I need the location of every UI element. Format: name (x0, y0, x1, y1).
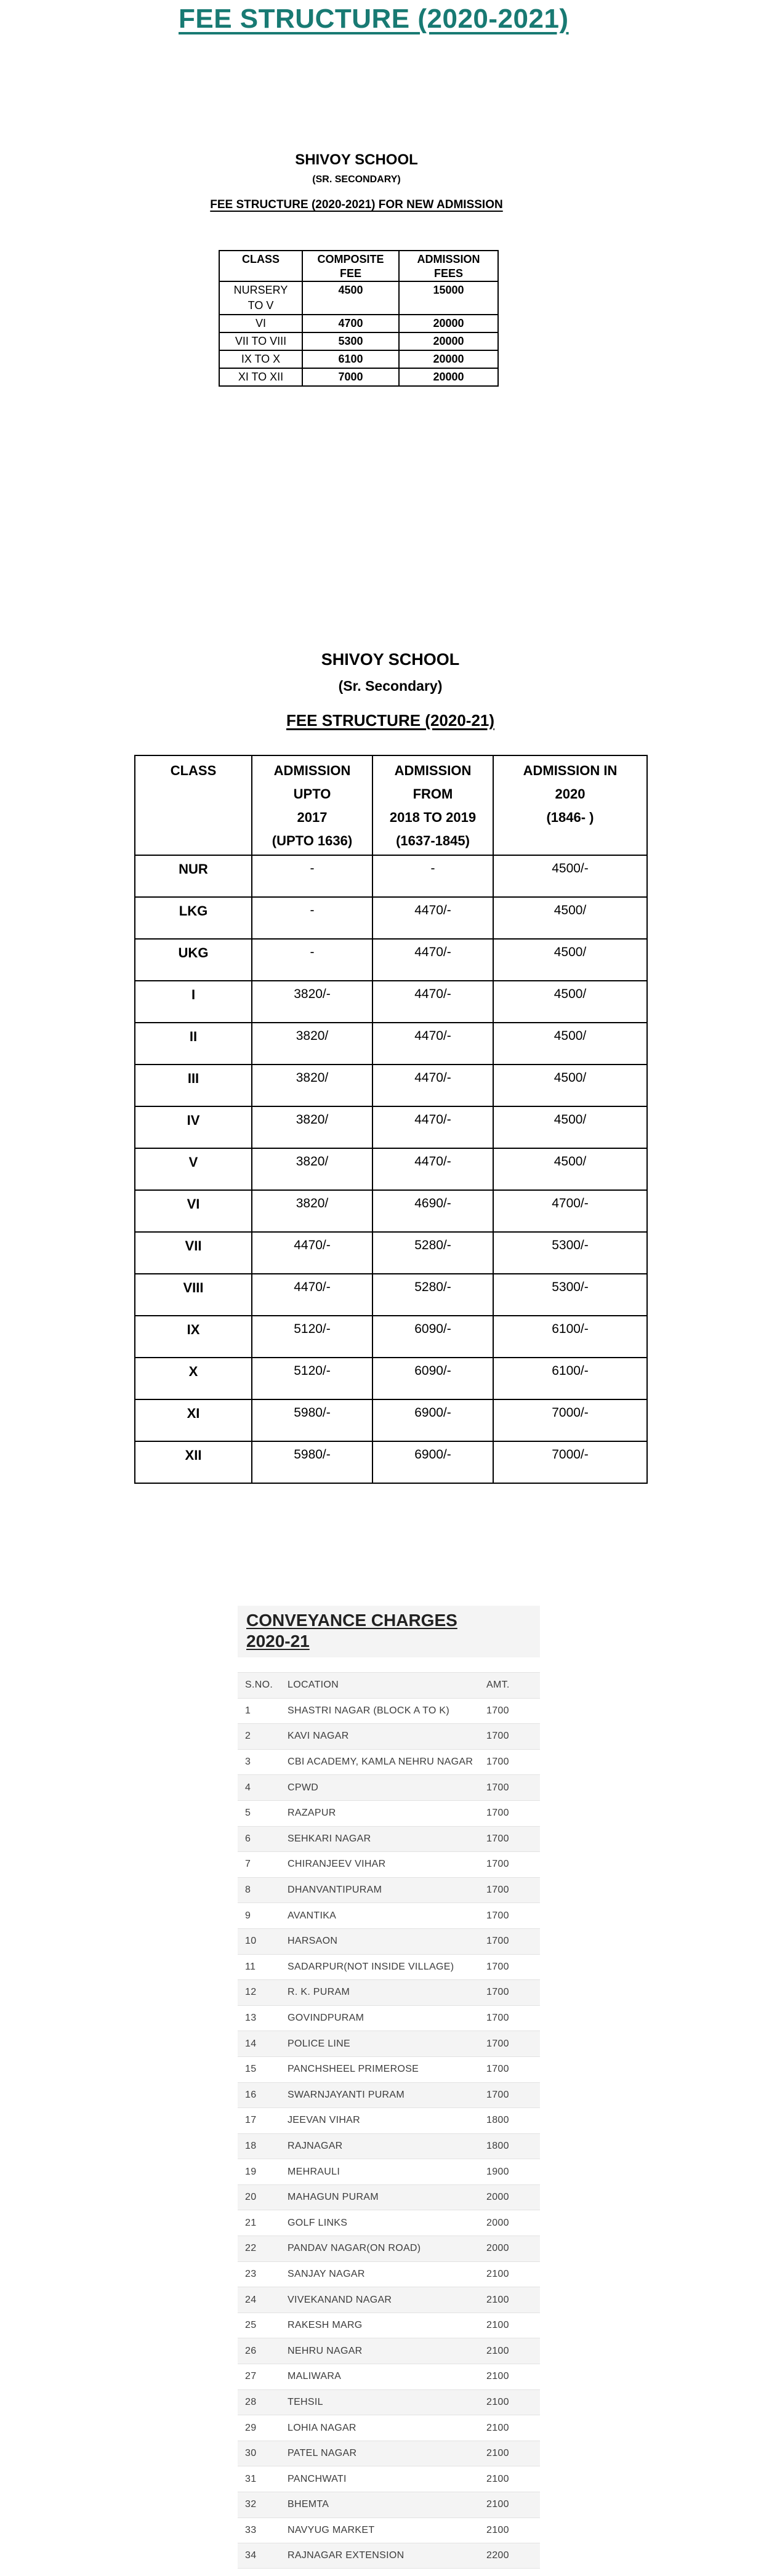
amount-cell: 2000 (486, 2192, 509, 2203)
location-cell: RAKESH MARG (288, 2320, 363, 2331)
location-cell: PANCHWATI (288, 2473, 347, 2484)
fee-cell: 4470/- (372, 981, 493, 1023)
section1-heading: FEE STRUCTURE (2020-2021) FOR NEW ADMISSION (210, 198, 503, 211)
fee-cell: 6100 (302, 350, 399, 368)
conveyance-section (238, 1606, 540, 2569)
amount-cell: 2100 (486, 2320, 509, 2331)
conveyance-row (238, 2338, 540, 2364)
location-cell: PANCHSHEEL PRIMEROSE (288, 2064, 419, 2075)
column-header-line: CLASS (241, 253, 280, 265)
conveyance-row (238, 1928, 540, 1954)
sno-cell: 20 (245, 2192, 257, 2203)
amount-cell: 1700 (486, 2038, 509, 2049)
amount-cell: 2100 (486, 2448, 509, 2459)
column-header-line: (UPTO 1636) (272, 833, 353, 848)
fee-cell: 4500/ (493, 1148, 647, 1190)
amount-cell: 1700 (486, 2089, 509, 2100)
location-cell: HARSAON (288, 1936, 338, 1947)
amount-cell: 2100 (486, 2268, 509, 2279)
conveyance-row (238, 1723, 540, 1749)
location-cell: NAVYUG MARKET (288, 2524, 375, 2535)
sno-cell: 11 (245, 1961, 256, 1972)
amount-cell: 1700 (486, 1910, 509, 1921)
fee-cell: 4470/- (372, 897, 493, 939)
location-cell: MAHAGUN PURAM (288, 2192, 379, 2203)
sno-cell: 27 (245, 2371, 257, 2382)
class-cell: VI (219, 315, 302, 332)
fee-cell: 4500/ (493, 1023, 647, 1065)
fee-cell: 7000 (302, 368, 399, 386)
conveyance-row (238, 1851, 540, 1877)
column-header-line: (1637-1845) (396, 833, 470, 848)
amount-cell: 2200 (486, 2550, 509, 2561)
conveyance-row (238, 1826, 540, 1852)
fee-cell: 4500/ (493, 939, 647, 981)
amount-cell: 1800 (486, 2115, 509, 2126)
fee-cell: 6900/- (372, 1399, 493, 1441)
fee-cell: 6100/- (493, 1316, 647, 1358)
column-header (493, 755, 647, 855)
location-cell: SWARNJAYANTI PURAM (288, 2089, 405, 2100)
amount-cell: 1700 (486, 1782, 509, 1793)
column-header (302, 251, 399, 281)
column-header (372, 755, 493, 855)
table-row (219, 350, 498, 368)
class-cell: XII (135, 1441, 252, 1483)
column-header-line: FEES (433, 267, 463, 280)
location-cell: SEHKARI NAGAR (288, 1833, 371, 1844)
table-row (135, 1106, 647, 1148)
fee-cell: 6090/- (372, 1316, 493, 1358)
location-cell: MEHRAULI (288, 2166, 340, 2177)
amount-cell: 2100 (486, 2422, 509, 2433)
conveyance-row (238, 2184, 540, 2210)
fee-cell: 7000/- (493, 1441, 647, 1483)
conveyance-row (238, 2364, 540, 2389)
table-row (135, 1274, 647, 1316)
amount-cell: 2100 (486, 2294, 509, 2305)
column-header-line: COMPOSITE FEE (317, 253, 384, 280)
class-cell: II (135, 1023, 252, 1065)
conveyance-row (238, 1979, 540, 2005)
fee-cell: 4500/ (493, 981, 647, 1023)
class-cell: I (135, 981, 252, 1023)
fee-structure-header-row (135, 755, 647, 855)
conveyance-row (238, 2441, 540, 2466)
conveyance-title-line1: CONVEYANCE CHARGES (246, 1611, 457, 1630)
sno-cell: 17 (245, 2115, 257, 2126)
conveyance-row (238, 2056, 540, 2082)
class-cell: NURSERY TO V (219, 281, 302, 315)
sno-cell: 13 (245, 2013, 257, 2024)
location-cell: RAJNAGAR (288, 2140, 343, 2151)
sno-cell: 3 (245, 1757, 251, 1768)
fee-cell: 5300 (302, 332, 399, 350)
amount-cell: 1800 (486, 2140, 509, 2151)
class-cell: LKG (135, 897, 252, 939)
amount-cell: 2100 (486, 2396, 509, 2407)
fee-cell: 3820/ (252, 1023, 372, 1065)
location-cell: SADARPUR(NOT INSIDE VILLAGE) (288, 1961, 454, 1972)
sno-cell: 22 (245, 2243, 257, 2254)
class-cell: IX (135, 1316, 252, 1358)
column-header-line: 2020 (555, 786, 586, 802)
fee-cell: 4470/- (372, 1106, 493, 1148)
location-cell: POLICE LINE (288, 2038, 351, 2049)
column-header-sno: S.NO. (245, 1680, 273, 1691)
conveyance-row (238, 2466, 540, 2492)
fee-cell: - (252, 939, 372, 981)
amount-cell: 1700 (486, 1961, 509, 1972)
fee-cell: 5300/- (493, 1232, 647, 1274)
column-header-line: 2018 TO 2019 (389, 810, 477, 825)
sno-cell: 4 (245, 1782, 251, 1793)
class-cell: XI (135, 1399, 252, 1441)
amount-cell: 2000 (486, 2217, 509, 2228)
location-cell: AVANTIKA (288, 1910, 337, 1921)
sno-cell: 19 (245, 2166, 257, 2177)
class-cell: IV (135, 1106, 252, 1148)
amount-cell: 1700 (486, 1859, 509, 1870)
amount-cell: 1700 (486, 1936, 509, 1947)
fee-cell: 4470/- (252, 1232, 372, 1274)
fee-cell: 4500/- (493, 855, 647, 897)
conveyance-row (238, 1877, 540, 1903)
class-cell: UKG (135, 939, 252, 981)
amount-cell: 2100 (486, 2371, 509, 2382)
amount-cell: 1700 (486, 1987, 509, 1998)
section2-header (134, 650, 646, 730)
table-row (135, 1065, 647, 1106)
sno-cell: 2 (245, 1731, 251, 1742)
sno-cell: 24 (245, 2294, 257, 2305)
section2-heading: FEE STRUCTURE (2020-21) (286, 711, 495, 730)
amount-cell: 1700 (486, 1731, 509, 1742)
sno-cell: 9 (245, 1910, 251, 1921)
table-row (135, 1399, 647, 1441)
class-cell: V (135, 1148, 252, 1190)
amount-cell: 2100 (486, 2473, 509, 2484)
table-row (135, 855, 647, 897)
amount-cell: 1700 (486, 1833, 509, 1844)
fee-cell: 5980/- (252, 1399, 372, 1441)
sno-cell: 16 (245, 2089, 257, 2100)
fee-cell: 5280/- (372, 1232, 493, 1274)
table-row (135, 981, 647, 1023)
conveyance-list (238, 1672, 540, 2569)
sno-cell: 31 (245, 2473, 257, 2484)
conveyance-title (246, 1610, 540, 1652)
conveyance-row (238, 2236, 540, 2261)
sno-cell: 26 (245, 2345, 257, 2356)
conveyance-row (238, 2389, 540, 2415)
amount-cell: 2100 (486, 2524, 509, 2535)
column-header-line: (1846- ) (546, 810, 594, 825)
fee-cell: - (252, 897, 372, 939)
location-cell: TEHSIL (288, 2396, 323, 2407)
conveyance-row (238, 1698, 540, 1724)
location-cell: R. K. PURAM (288, 1987, 350, 1998)
location-cell: CBI ACADEMY, KAMLA NEHRU NAGAR (288, 1757, 473, 1768)
sno-cell: 14 (245, 2038, 257, 2049)
class-cell: III (135, 1065, 252, 1106)
conveyance-row (238, 1774, 540, 1800)
fee-cell: 15000 (399, 281, 498, 315)
sno-cell: 5 (245, 1808, 251, 1819)
school-subtitle: (SR. SECONDARY) (312, 174, 401, 185)
column-header-line: ADMISSION (394, 763, 472, 778)
fee-cell: 7000/- (493, 1399, 647, 1441)
sno-cell: 12 (245, 1987, 257, 1998)
conveyance-row (238, 2518, 540, 2543)
amount-cell: 1700 (486, 1885, 509, 1896)
column-header (252, 755, 372, 855)
conveyance-row (238, 1954, 540, 1980)
sno-cell: 1 (245, 1705, 251, 1716)
conveyance-row (238, 2031, 540, 2056)
new-admission-table (219, 250, 499, 387)
table-row (135, 897, 647, 939)
column-header-amount: AMT. (486, 1680, 510, 1691)
column-header-line: UPTO (293, 786, 331, 802)
school-name: SHIVOY SCHOOL (321, 650, 460, 669)
conveyance-row (238, 2261, 540, 2287)
sno-cell: 7 (245, 1859, 251, 1870)
new-admission-header-row (219, 251, 498, 281)
fee-cell: 5300/- (493, 1274, 647, 1316)
fee-cell: 20000 (399, 350, 498, 368)
conveyance-row (238, 2107, 540, 2133)
fee-cell: 5980/- (252, 1441, 372, 1483)
location-cell: KAVI NAGAR (288, 1731, 349, 1742)
table-row (135, 939, 647, 981)
fee-cell: 4470/- (252, 1274, 372, 1316)
conveyance-row (238, 2492, 540, 2518)
location-cell: GOVINDPURAM (288, 2013, 364, 2024)
column-header (399, 251, 498, 281)
class-cell: VII (135, 1232, 252, 1274)
class-cell: X (135, 1358, 252, 1399)
amount-cell: 2100 (486, 2345, 509, 2356)
table-row (135, 1441, 647, 1483)
table-row (135, 1316, 647, 1358)
location-cell: SHASTRI NAGAR (BLOCK A TO K) (288, 1705, 449, 1716)
location-cell: JEEVAN VIHAR (288, 2115, 360, 2126)
column-header (219, 251, 302, 281)
table-row (219, 315, 498, 332)
conveyance-row (238, 2159, 540, 2184)
fee-structure-table-body (135, 855, 647, 1483)
amount-cell: 1700 (486, 1705, 509, 1716)
fee-cell: 4500/ (493, 1106, 647, 1148)
location-cell: MALIWARA (288, 2371, 342, 2382)
conveyance-row (238, 2543, 540, 2569)
location-cell: LOHIA NAGAR (288, 2422, 356, 2433)
table-row (135, 1358, 647, 1399)
fee-cell: 3820/ (252, 1190, 372, 1232)
column-header-line: ADMISSION IN (523, 763, 618, 778)
location-cell: PATEL NAGAR (288, 2448, 357, 2459)
location-cell: DHANVANTIPURAM (288, 1885, 382, 1896)
table-row (135, 1190, 647, 1232)
table-row (135, 1232, 647, 1274)
table-row (219, 281, 498, 315)
fee-cell: 4470/- (372, 1065, 493, 1106)
amount-cell: 1700 (486, 2013, 509, 2024)
conveyance-row (238, 1902, 540, 1928)
conveyance-header-row (238, 1672, 540, 1698)
class-cell: VII TO VIII (219, 332, 302, 350)
fee-cell: - (252, 855, 372, 897)
fee-cell: 4470/- (372, 1148, 493, 1190)
conveyance-row (238, 2415, 540, 2441)
fee-cell: 6100/- (493, 1358, 647, 1399)
sno-cell: 18 (245, 2140, 257, 2151)
new-admission-table-body (219, 281, 498, 386)
fee-cell: 3820/- (252, 981, 372, 1023)
fee-cell: 4690/- (372, 1190, 493, 1232)
fee-cell: 4500/ (493, 897, 647, 939)
school-name: SHIVOY SCHOOL (295, 151, 418, 168)
fee-cell: 6090/- (372, 1358, 493, 1399)
class-cell: VIII (135, 1274, 252, 1316)
sno-cell: 6 (245, 1833, 251, 1844)
class-cell: IX TO X (219, 350, 302, 368)
column-header-line: CLASS (170, 763, 217, 778)
fee-cell: 3820/ (252, 1148, 372, 1190)
conveyance-title-line2: 2020-21 (246, 1632, 310, 1651)
sno-cell: 29 (245, 2422, 257, 2433)
class-cell: NUR (135, 855, 252, 897)
fee-cell: 20000 (399, 315, 498, 332)
amount-cell: 1900 (486, 2166, 509, 2177)
location-cell: BHEMTA (288, 2499, 329, 2510)
location-cell: VIVEKANAND NAGAR (288, 2294, 392, 2305)
location-cell: RAZAPUR (288, 1808, 336, 1819)
table-row (135, 1023, 647, 1065)
table-row (219, 332, 498, 350)
sno-cell: 33 (245, 2524, 257, 2535)
location-cell: NEHRU NAGAR (288, 2345, 363, 2356)
conveyance-row (238, 2005, 540, 2031)
sno-cell: 8 (245, 1885, 251, 1896)
fee-cell: 6900/- (372, 1441, 493, 1483)
amount-cell: 2100 (486, 2499, 509, 2510)
fee-structure-table (134, 755, 648, 1484)
sno-cell: 21 (245, 2217, 257, 2228)
fee-cell: 20000 (399, 332, 498, 350)
fee-cell: 5120/- (252, 1316, 372, 1358)
fee-cell: 4470/- (372, 939, 493, 981)
location-cell: PANDAV NAGAR(ON ROAD) (288, 2243, 421, 2254)
location-cell: SANJAY NAGAR (288, 2268, 365, 2279)
amount-cell: 2000 (486, 2243, 509, 2254)
fee-cell: - (372, 855, 493, 897)
location-cell: CPWD (288, 1782, 319, 1793)
conveyance-title-band (238, 1606, 540, 1657)
sno-cell: 10 (245, 1936, 257, 1947)
conveyance-row (238, 1800, 540, 1826)
amount-cell: 1700 (486, 1808, 509, 1819)
column-header (135, 755, 252, 855)
fee-cell: 4700/- (493, 1190, 647, 1232)
table-row (219, 368, 498, 386)
location-cell: CHIRANJEEV VIHAR (288, 1859, 386, 1870)
sno-cell: 23 (245, 2268, 257, 2279)
column-header-line: ADMISSION (417, 253, 480, 265)
fee-cell: 4500/ (493, 1065, 647, 1106)
sno-cell: 25 (245, 2320, 257, 2331)
conveyance-row (238, 1749, 540, 1775)
class-cell: VI (135, 1190, 252, 1232)
location-cell: RAJNAGAR EXTENSION (288, 2550, 405, 2561)
column-header-line: 2017 (297, 810, 328, 825)
sno-cell: 30 (245, 2448, 257, 2459)
fee-cell: 3820/ (252, 1065, 372, 1106)
conveyance-row (238, 2133, 540, 2159)
column-header-location: LOCATION (288, 1680, 339, 1691)
fee-cell: 5120/- (252, 1358, 372, 1399)
fee-cell: 5280/- (372, 1274, 493, 1316)
fee-cell: 20000 (399, 368, 498, 386)
amount-cell: 1700 (486, 1757, 509, 1768)
sno-cell: 32 (245, 2499, 257, 2510)
sno-cell: 34 (245, 2550, 257, 2561)
class-cell: XI TO XII (219, 368, 302, 386)
school-subtitle: (Sr. Secondary) (338, 678, 443, 694)
conveyance-row (238, 2082, 540, 2108)
conveyance-row (238, 2287, 540, 2312)
amount-cell: 1700 (486, 2064, 509, 2075)
page-title: FEE STRUCTURE (2020-2021) (179, 4, 569, 34)
fee-cell: 4700 (302, 315, 399, 332)
sno-cell: 15 (245, 2064, 257, 2075)
fee-cell: 3820/ (252, 1106, 372, 1148)
fee-cell: 4500 (302, 281, 399, 315)
location-cell: GOLF LINKS (288, 2217, 348, 2228)
section1-header (182, 151, 531, 212)
table-row (135, 1148, 647, 1190)
sno-cell: 28 (245, 2396, 257, 2407)
conveyance-row (238, 2312, 540, 2338)
fee-cell: 4470/- (372, 1023, 493, 1065)
column-header-line: FROM (413, 786, 453, 802)
conveyance-row (238, 2210, 540, 2236)
column-header-line: ADMISSION (273, 763, 351, 778)
